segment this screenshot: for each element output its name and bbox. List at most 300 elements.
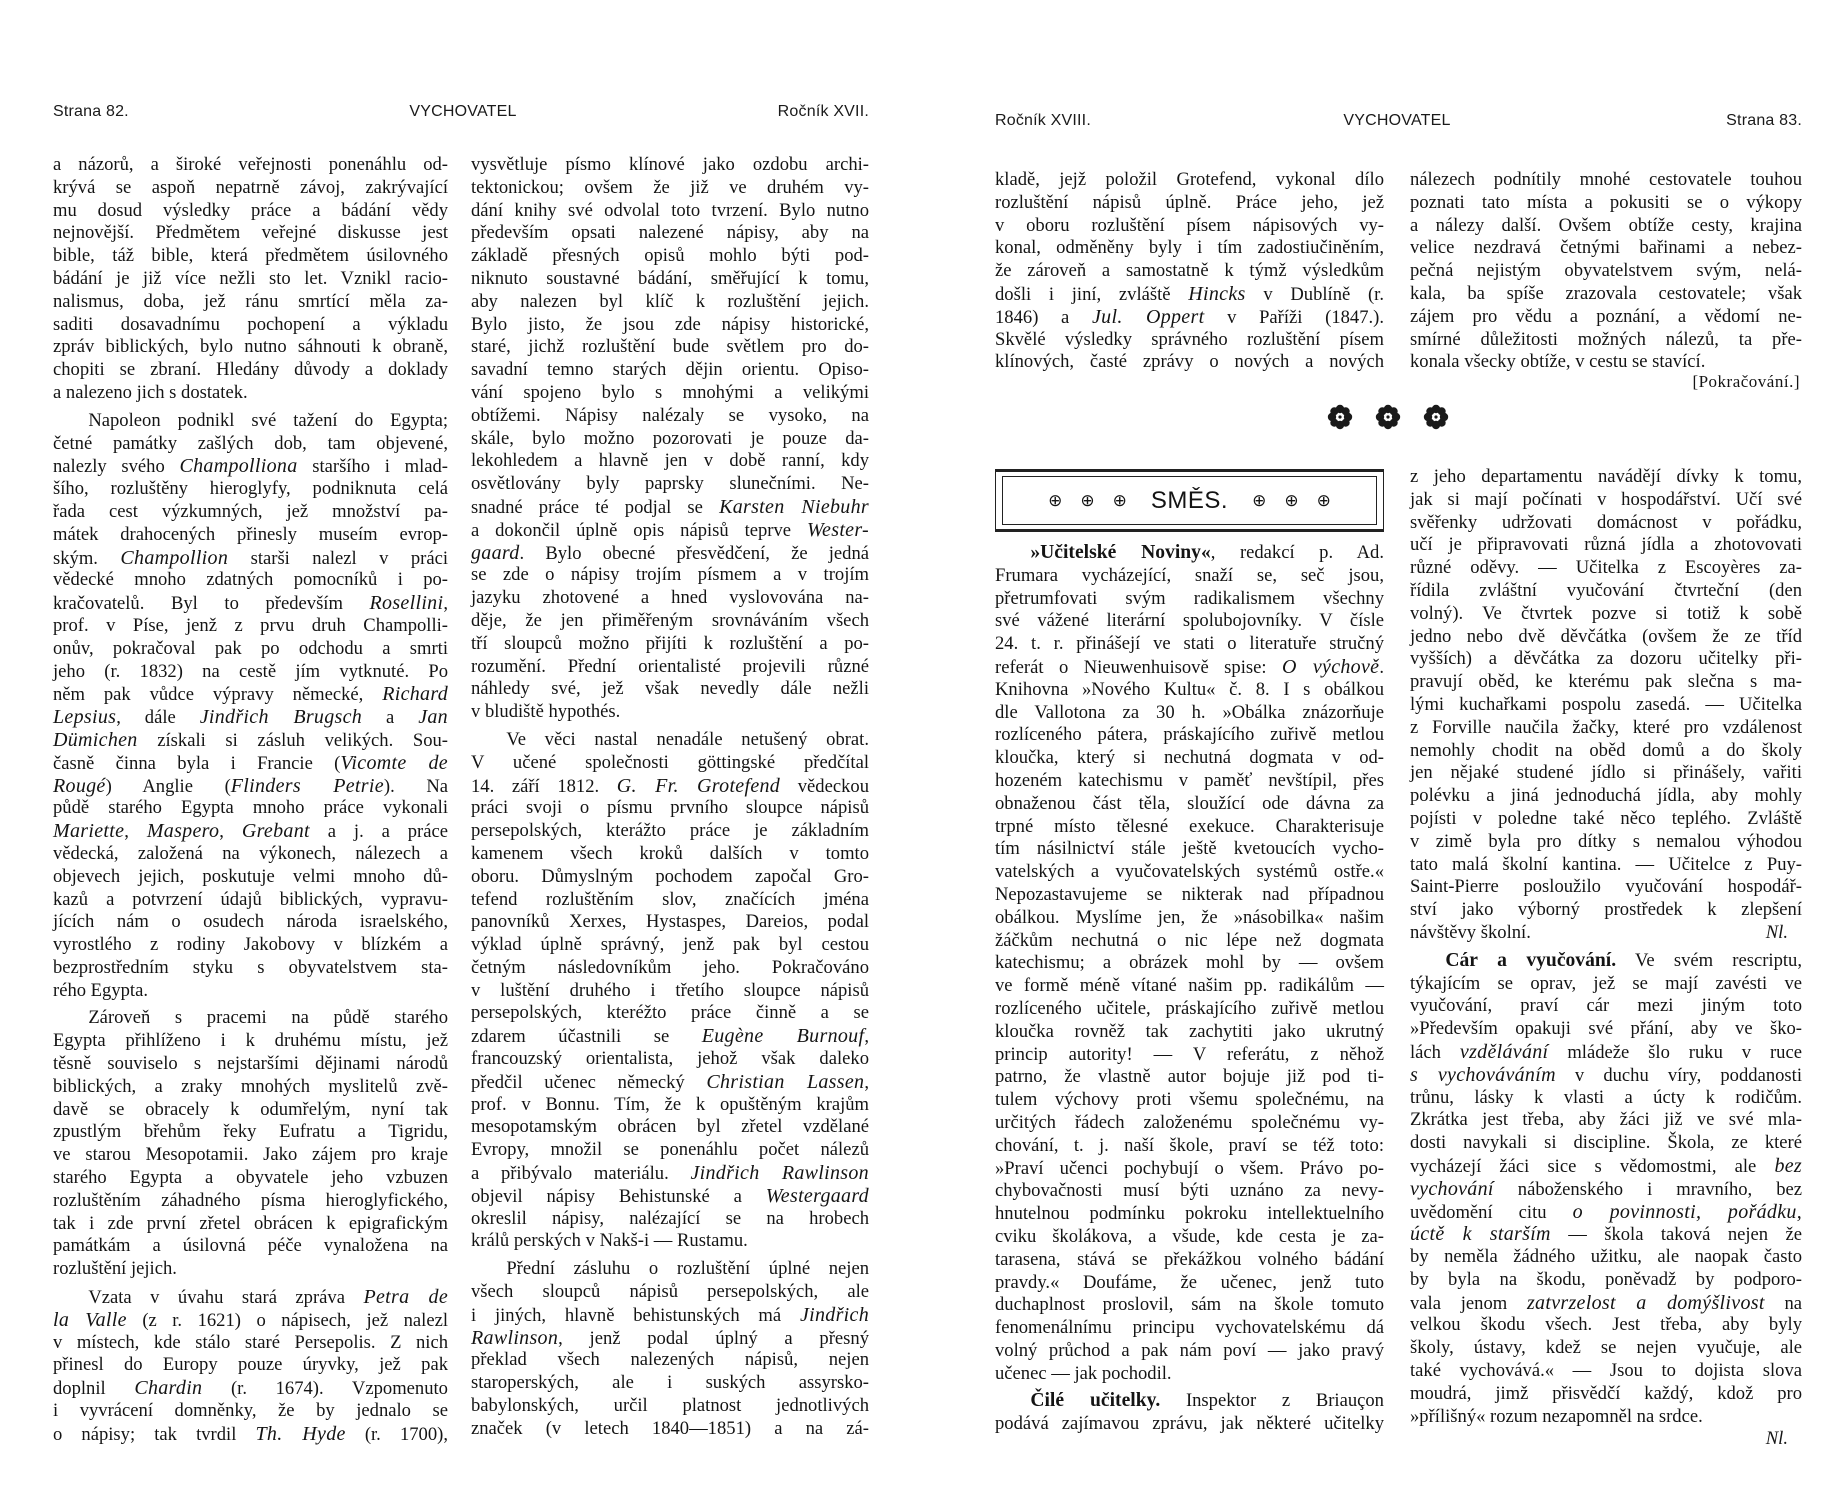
text-line — [995, 1272, 1384, 1295]
text-run: francouzský orientalista, jehož však daleko — [471, 1048, 869, 1070]
text-run: a dokončil úplně opis nápisů teprve — [471, 519, 807, 541]
text-line — [995, 1089, 1384, 1112]
text-run: a nálezy další. Ovšem obtíže cesty, krajina — [1410, 214, 1802, 236]
text-run: šího, rozluštěny hieroglyfy, podniknuta celá — [53, 478, 448, 500]
text-run: žáčkům nechutná o nic lépe než dogmata — [995, 929, 1384, 951]
paragraph — [53, 410, 448, 1003]
text-line — [995, 1340, 1384, 1363]
text-run: by neměla žádného užitku, ale naopak často — [1410, 1246, 1802, 1268]
text-run: princip autority! — V referátu, z něhož — [995, 1043, 1384, 1065]
text-line — [471, 1258, 869, 1281]
text-run: lými kuchařkami pospolu zasedá. — Učitelka — [1410, 693, 1802, 715]
text-line — [53, 957, 448, 980]
text-line — [471, 222, 869, 245]
text-run: o nápisy; tak tvrdil — [53, 1423, 256, 1445]
text-line — [1410, 466, 1802, 489]
text-line — [1410, 237, 1802, 260]
text-line — [1410, 1292, 1802, 1315]
italic-name: Th. Hyde — [255, 1422, 346, 1445]
text-run: vatelských a vyučovatelských systémů ostře.« — [995, 861, 1384, 883]
text-run: půdě starého Egypta mnoho práce vykonali — [53, 797, 448, 819]
text-line — [53, 1144, 448, 1167]
text-line — [471, 843, 869, 866]
text-run: tulem výchovy proti všemu společnému, na — [995, 1089, 1384, 1111]
text-line — [1410, 351, 1802, 374]
text-line — [53, 478, 448, 501]
text-line — [1410, 169, 1802, 192]
text-run: , — [219, 821, 242, 843]
text-line — [1410, 1109, 1802, 1132]
text-run: přetrumfovati svým radikalismem všechny — [995, 587, 1384, 609]
text-run: kloučka rovněž tak zachytiti jako ukrutný — [995, 1020, 1384, 1042]
text-line — [1410, 922, 1802, 945]
text-line — [471, 752, 869, 775]
text-run: četným následovníkům jeho. Pokračováno — [471, 956, 869, 978]
italic-name: Jul. Oppert — [1092, 305, 1205, 328]
text-run: pravdy.« Doufáme, že učenec, jenž tuto — [995, 1271, 1384, 1293]
text-line — [1410, 1360, 1802, 1383]
text-run: v místech, kde stálo staré Persepolis. Z nich — [53, 1331, 448, 1353]
italic-name: Hincks — [1188, 282, 1246, 305]
text-run: jeho (r. 1832) na cestě jím vytknuté. Po — [53, 660, 448, 682]
text-run: prof. v Bonnu. Tím, že k opuštěným krajům — [471, 1093, 869, 1115]
text-run: Skvělé výsledky správného rozluštění písem — [995, 328, 1384, 350]
text-line — [471, 154, 869, 177]
text-line — [995, 1363, 1384, 1386]
text-line — [53, 1400, 448, 1423]
text-line — [1410, 1314, 1802, 1337]
text-run: rého Egypta. — [53, 979, 149, 1001]
text-line — [995, 998, 1384, 1021]
text-run: tato malá školní kantina. — Učitelce z Puy- — [1410, 853, 1802, 875]
text-line — [53, 934, 448, 957]
text-run: i vyvrácení domněnky, že by jednalo se — [53, 1400, 448, 1422]
text-run: Zároveň s pracemi na půdě starého — [88, 1007, 448, 1029]
text-run: uvědomění citu — [1410, 1201, 1573, 1223]
text-run: Egypta přihlíženo i k druhému místu, jež — [53, 1030, 448, 1052]
text-run: skále, bylo možno pozorovati je pouze da- — [471, 427, 869, 449]
text-line — [1410, 694, 1802, 717]
text-line — [471, 1418, 869, 1441]
text-line — [471, 934, 869, 957]
text-run: dání knihy své odvolal toto tvrzení. Bylo nutno — [471, 199, 869, 221]
text-line — [995, 838, 1384, 861]
text-run: návštěvy školní. — [1410, 921, 1531, 943]
text-line — [471, 519, 869, 542]
text-line — [995, 907, 1384, 930]
text-line — [995, 702, 1384, 725]
text-line — [471, 564, 869, 587]
text-run: velice nezdravá četnými bařinami a nebez- — [1410, 237, 1802, 259]
text-line — [471, 866, 869, 889]
text-line — [1410, 626, 1802, 649]
text-line — [995, 260, 1384, 283]
text-line — [1410, 740, 1802, 763]
text-line — [995, 1203, 1384, 1226]
text-run: »Praví učenci pochybují o všem. Právo po- — [995, 1157, 1384, 1179]
text-line — [53, 1053, 448, 1076]
italic-name: Eugène Burnouf — [701, 1025, 865, 1048]
text-run: smírné důležitosti možných nálezů, ta pře- — [1410, 328, 1802, 350]
text-line — [53, 1354, 448, 1377]
text-line — [995, 952, 1384, 975]
text-run: jazyku zhotovené a hned vyslovována na- — [471, 587, 869, 609]
text-column-4-top — [1410, 169, 1802, 374]
text-line — [471, 496, 869, 519]
text-run: především opsati nalezené nápisy, aby na — [471, 222, 869, 244]
text-line — [53, 291, 448, 314]
text-run: duchaplnost proslovil, sám na škole tomuto — [995, 1294, 1384, 1316]
text-run: mesopotamským obrácen byl zřetel vzdělané — [471, 1116, 869, 1138]
rosette-icon — [1375, 404, 1401, 430]
italic-name: Vicomte de — [340, 751, 448, 774]
text-run: v oboru rozluštění písem nápisových vy- — [995, 214, 1384, 236]
text-run: staré, jichž rozluštění bude světlem pro do- — [471, 336, 869, 358]
text-line — [995, 1066, 1384, 1089]
continued-note: [Pokračování.] — [1692, 372, 1800, 391]
text-run: prof. v Píse, jenž z prvu druh Champolli- — [53, 614, 448, 636]
text-run: vyrostlého z rodiny Jakobovy v blízkém a — [53, 934, 448, 956]
text-run: trůnu, lásky k vlasti a úcty k rodičům. — [1410, 1086, 1802, 1108]
text-run: vání spojeno bylo s mnohými a velikými — [471, 381, 869, 403]
text-run: obálkou. Myslíme jen, že »násobilka« našim — [995, 906, 1384, 928]
text-run: z Forville naučila žačky, které pro vzdálenost — [1410, 716, 1802, 738]
text-run: chopiti se zbraní. Hledány důvody a doklady — [53, 359, 448, 381]
text-run: vysvětluje písmo klínové jako ozdobu archi- — [471, 154, 869, 175]
text-line — [1410, 1041, 1802, 1064]
text-run: rozumění. Přední orientalisté projevili různé — [471, 655, 869, 677]
text-line — [471, 820, 869, 843]
bold-heading: Cár a vyučování. — [1445, 949, 1617, 971]
italic-name: vzdělávání — [1459, 1040, 1549, 1063]
text-line — [471, 1071, 869, 1094]
text-column-1 — [53, 154, 448, 1446]
text-run: saditi dosavadnímu pochopení a výkladu — [53, 313, 448, 335]
text-run: zájem pro vědu a poznání, a vědomí ne- — [1410, 305, 1802, 327]
text-run: a j. a práce — [309, 821, 449, 843]
text-run: tak i zde první zřetel obrácen k epigrafickým — [53, 1212, 448, 1234]
italic-name: Lepsius — [53, 706, 117, 729]
text-run: Nepozastavujeme se nikterak nad případnou — [995, 883, 1384, 905]
text-line — [995, 283, 1384, 306]
text-run: obnaženou část těla, sloužící ode dávna za — [995, 792, 1384, 814]
italic-name: Westergaard — [765, 1184, 869, 1207]
text-line — [995, 724, 1384, 747]
text-line — [995, 565, 1384, 588]
text-line — [471, 980, 869, 1003]
text-line — [471, 1162, 869, 1185]
volume-label: Ročník XVII. — [777, 103, 869, 120]
volume-label: Ročník XVIII. — [995, 112, 1091, 129]
text-line — [471, 200, 869, 223]
text-line — [471, 1048, 869, 1071]
paragraph — [471, 154, 869, 724]
text-line — [471, 382, 869, 405]
text-run: Přední zásluhu o rozluštění úplné nejen — [506, 1258, 869, 1280]
text-run: biblických, a zraky mnohých myslitelů zvě- — [53, 1075, 448, 1097]
text-run: jedno nebo dvě děvčátka (ovšem že ze tříd — [1410, 625, 1802, 647]
text-line — [995, 1317, 1384, 1340]
text-run: kamenem všech kroků dalších v tomto — [471, 842, 869, 864]
text-line — [471, 587, 869, 610]
text-run: zpustlým břehům řeky Eufratu a Tigridu, — [53, 1121, 448, 1143]
text-line — [53, 889, 448, 912]
text-run: z jeho departamentu navádějí dívky k tomu, — [1410, 466, 1802, 487]
text-line — [1410, 283, 1802, 306]
text-line — [995, 816, 1384, 839]
text-run: starého Egypta a obyvatele jeho vzbuzen — [53, 1167, 448, 1189]
paragraph — [53, 154, 448, 405]
italic-name: la Valle — [53, 1308, 127, 1331]
text-run: krývá se aspoň nepatrně závoj, zakrývající — [53, 176, 448, 198]
text-line — [471, 775, 869, 798]
text-run: vycházejí žáci sice s vědomostmi, ale — [1410, 1155, 1775, 1177]
text-line — [53, 775, 448, 798]
text-run: a — [362, 707, 419, 729]
text-line — [53, 1030, 448, 1053]
text-run: a přibývalo materiálu. — [471, 1163, 691, 1185]
text-run: klínových, časté zprávy o nových a nových — [995, 351, 1384, 373]
text-column-3-bottom — [995, 542, 1384, 1436]
text-run: 1846) a — [995, 306, 1092, 328]
ornament-dot-icon: ⊕ — [1048, 490, 1063, 511]
text-line — [471, 177, 869, 200]
text-run: rozluštěním záhadného písma hieroglyfického, — [53, 1189, 448, 1211]
text-line — [471, 1139, 869, 1162]
text-line — [53, 1121, 448, 1144]
italic-name: Dümichen — [53, 728, 138, 751]
text-line — [1410, 1201, 1802, 1224]
text-run: , — [124, 821, 147, 843]
text-run: okreslil nápisy, nalézající se na hrobech — [471, 1207, 869, 1229]
text-line — [471, 633, 869, 656]
text-run: nejnovější. Předmětem veřejné diskusse jest — [53, 222, 448, 244]
text-run: dle Vallotona za 30 h. »Obálka znázorňuje — [995, 701, 1384, 723]
text-run: doplnil — [53, 1378, 135, 1400]
text-run: by byla na škodu, poněvadž by podporo- — [1410, 1268, 1802, 1290]
text-line — [995, 747, 1384, 770]
text-run: patrno, že vlastně autor bojuje již pod ti- — [995, 1066, 1384, 1088]
text-run: získali si zásluh velikých. Sou- — [137, 729, 448, 751]
text-run: babylonských, určil platnost jednotlivých — [471, 1395, 869, 1417]
text-line — [471, 473, 869, 496]
text-line — [995, 169, 1384, 192]
text-line — [53, 638, 448, 661]
text-line — [53, 1286, 448, 1309]
italic-name: Karsten Niebuhr — [719, 495, 869, 518]
text-line — [995, 1021, 1384, 1044]
section-divider-ornaments — [1327, 404, 1449, 430]
paragraph — [995, 542, 1384, 1385]
text-run: rozluštění nápisů úplně. Práce jeho, jež — [995, 191, 1384, 213]
text-run: cviku školákova, a všude, kde cesta je za- — [995, 1225, 1384, 1247]
text-line — [1410, 512, 1802, 535]
text-line — [471, 610, 869, 633]
text-line — [53, 911, 448, 934]
text-line — [53, 1423, 448, 1446]
text-line — [471, 1116, 869, 1139]
text-line — [1410, 580, 1802, 603]
text-run: fenomenálnímu principu vychovatelskému dá — [995, 1317, 1384, 1339]
text-line — [995, 770, 1384, 793]
italic-name: s vychováváním — [1410, 1063, 1556, 1086]
text-line — [471, 1304, 869, 1327]
italic-name: Rougé — [53, 774, 106, 797]
text-line — [471, 1372, 869, 1395]
text-run: mátek drahocených přinesly museím evrop- — [53, 523, 448, 545]
text-run: náboženského i mravního, bez — [1493, 1178, 1802, 1200]
text-run: lekohledem a hlavně jen v době ranní, kdy — [471, 450, 869, 472]
text-run: tří sloupců možno přijíti k rozluštění a po- — [471, 632, 869, 654]
text-column-2 — [471, 154, 869, 1441]
text-run: vyšších) a děvčátka za dozoru učitelky při- — [1410, 648, 1802, 670]
text-run: volný průchod a pak nám poví — jako pravý — [995, 1339, 1384, 1361]
text-line — [995, 633, 1384, 656]
text-line — [53, 706, 448, 729]
italic-name: Flinders Petrie — [230, 774, 384, 797]
text-run: bible, táž bible, která předmětem úsilovného — [53, 245, 448, 267]
text-run: bezprostředním styku s obyvatelstvem sta- — [53, 956, 448, 978]
text-line — [53, 729, 448, 752]
text-run: své vážené literární spolubojovníky. V čísle — [995, 610, 1384, 632]
italic-name: Rawlinson — [471, 1326, 559, 1349]
text-line — [1410, 785, 1802, 808]
text-run: zpráv biblických, bylo nutno sáhnouti k obraně, — [53, 336, 448, 358]
text-line — [995, 1158, 1384, 1181]
text-line — [53, 1007, 448, 1030]
text-run: davě se obracely k odumřelým, nyní tak — [53, 1098, 448, 1120]
italic-name: úctě k starším — [1410, 1223, 1551, 1246]
text-line — [995, 1226, 1384, 1249]
text-line — [471, 268, 869, 291]
text-line — [53, 569, 448, 592]
text-line — [1410, 306, 1802, 329]
text-line — [995, 1180, 1384, 1203]
text-run: kladě, jejž položil Grotefend, vykonal dílo — [995, 169, 1384, 190]
text-line — [1410, 1383, 1802, 1406]
text-run: řídila zvláštní vyučování čtvrteční (den — [1410, 579, 1802, 601]
text-run: nalezly svého — [53, 456, 180, 478]
text-run: referát o Nieuwenhuisově spise: — [995, 656, 1282, 678]
text-line — [1410, 973, 1802, 996]
text-line — [53, 433, 448, 456]
text-run: chybovačnosti musí býti uznáno za nevy- — [995, 1180, 1384, 1202]
text-line — [471, 1094, 869, 1117]
text-run: v duchu víry, poddanosti — [1555, 1064, 1802, 1086]
text-run: ). Na — [383, 775, 449, 797]
text-line — [471, 1002, 869, 1025]
text-run: v Paříži (1847.). — [1204, 306, 1385, 328]
text-run: bádání je již více nežli sto let. Vznikl racio- — [53, 267, 448, 289]
text-run: všech sloupců nápisů persepolských, ale — [471, 1281, 869, 1303]
text-line — [53, 382, 448, 405]
text-run: také vychovává.« — Jsou to dojista slova — [1410, 1360, 1802, 1382]
text-run: ve formě méně vítané našim pp. radikálům — — [995, 975, 1384, 997]
text-run: , redakcí p. Ad. — [1210, 542, 1384, 563]
text-column-4-bottom — [1410, 466, 1802, 1451]
text-run: se zde o nápisy trojím písmem a v trojím — [471, 564, 869, 586]
text-run: těsně souviselo s nejstaršími dějinami národů — [53, 1053, 448, 1075]
bold-heading: Čilé učitelky. — [1030, 1390, 1161, 1412]
text-line — [471, 245, 869, 268]
text-line — [995, 656, 1384, 679]
text-column-3-top — [995, 169, 1384, 374]
bold-heading: »Učitelské Noviny« — [1030, 542, 1211, 563]
text-run: V učené společnosti göttingské předčítal — [471, 751, 869, 773]
italic-name: G. Fr. Grotefend — [616, 774, 781, 797]
text-line — [53, 1235, 448, 1258]
text-run: jak si mají počínati v hospodářství. Učí své — [1410, 488, 1802, 510]
text-line — [53, 154, 448, 177]
text-run: značek (v letech 1840—1851) a na zá- — [471, 1417, 869, 1439]
text-line — [1410, 1018, 1802, 1041]
text-run: persepolských, kteréžto práce činně a se — [471, 1002, 869, 1024]
text-line — [1410, 831, 1802, 854]
text-line — [995, 1249, 1384, 1272]
text-line — [53, 797, 448, 820]
text-run: památkám a úsilovná péče vynaložena na — [53, 1235, 448, 1257]
text-line — [995, 192, 1384, 215]
text-run: jen nějaké studené jídlo si přinášely, vařiti — [1410, 762, 1802, 784]
text-line — [1410, 260, 1802, 283]
text-run: děje, že jen přiměřeným srovnáváním všech — [471, 609, 869, 631]
text-line — [471, 729, 869, 752]
text-run: chování, t. j. naší škole, praví se též toto: — [995, 1134, 1384, 1156]
text-line — [53, 1258, 448, 1281]
text-line — [471, 428, 869, 451]
italic-name: Jindřich — [799, 1303, 869, 1326]
text-line — [1410, 671, 1802, 694]
text-line — [53, 1076, 448, 1099]
text-line — [1410, 717, 1802, 740]
text-run: že zároveň a samostatně k týmž výsledkům — [995, 260, 1384, 282]
italic-name: gaard — [471, 541, 520, 564]
text-run: persepolských, kterážto práce je základním — [471, 820, 869, 842]
text-line — [53, 980, 448, 1003]
text-run: ) Anglie ( — [105, 775, 231, 797]
text-run: moudrá, jimž přisvědčí každý, kdož pro — [1410, 1382, 1802, 1404]
text-line — [1410, 648, 1802, 671]
section-title: SMĚS. — [1150, 486, 1229, 514]
paragraph — [471, 729, 869, 1253]
ornament-dot-icon: ⊕ — [1316, 490, 1331, 511]
text-line — [1410, 1064, 1802, 1087]
text-run: různé oděvy. — Učitelka z Escoyères za- — [1410, 557, 1802, 579]
text-line — [1410, 1132, 1802, 1155]
text-line — [1410, 950, 1802, 973]
paragraph — [471, 1258, 869, 1440]
text-run: konal, odměněny byly i tím zadostiučiněním, — [995, 237, 1384, 259]
text-line — [471, 701, 869, 724]
text-line — [53, 359, 448, 382]
text-line — [995, 793, 1384, 816]
text-run: tím násilnictví stále ještě kvetoucích vycho- — [995, 838, 1384, 860]
text-run: (z r. 1621) o nápisech, jež nalezl — [126, 1309, 449, 1331]
text-run: , — [443, 593, 448, 615]
text-line — [53, 1190, 448, 1213]
text-line — [1410, 1178, 1802, 1201]
text-run: práci svoji o písmu prvního sloupce nápisů — [471, 797, 869, 819]
text-line — [471, 359, 869, 382]
text-line — [53, 752, 448, 775]
text-run: vala jenom — [1410, 1292, 1527, 1314]
text-run: staroperských, ale i suských assyrsko- — [471, 1372, 869, 1394]
text-line — [471, 314, 869, 337]
text-line — [1410, 1269, 1802, 1292]
text-line — [53, 843, 448, 866]
italic-name: Jindřich Rawlinson — [690, 1162, 869, 1185]
text-line — [1410, 876, 1802, 899]
